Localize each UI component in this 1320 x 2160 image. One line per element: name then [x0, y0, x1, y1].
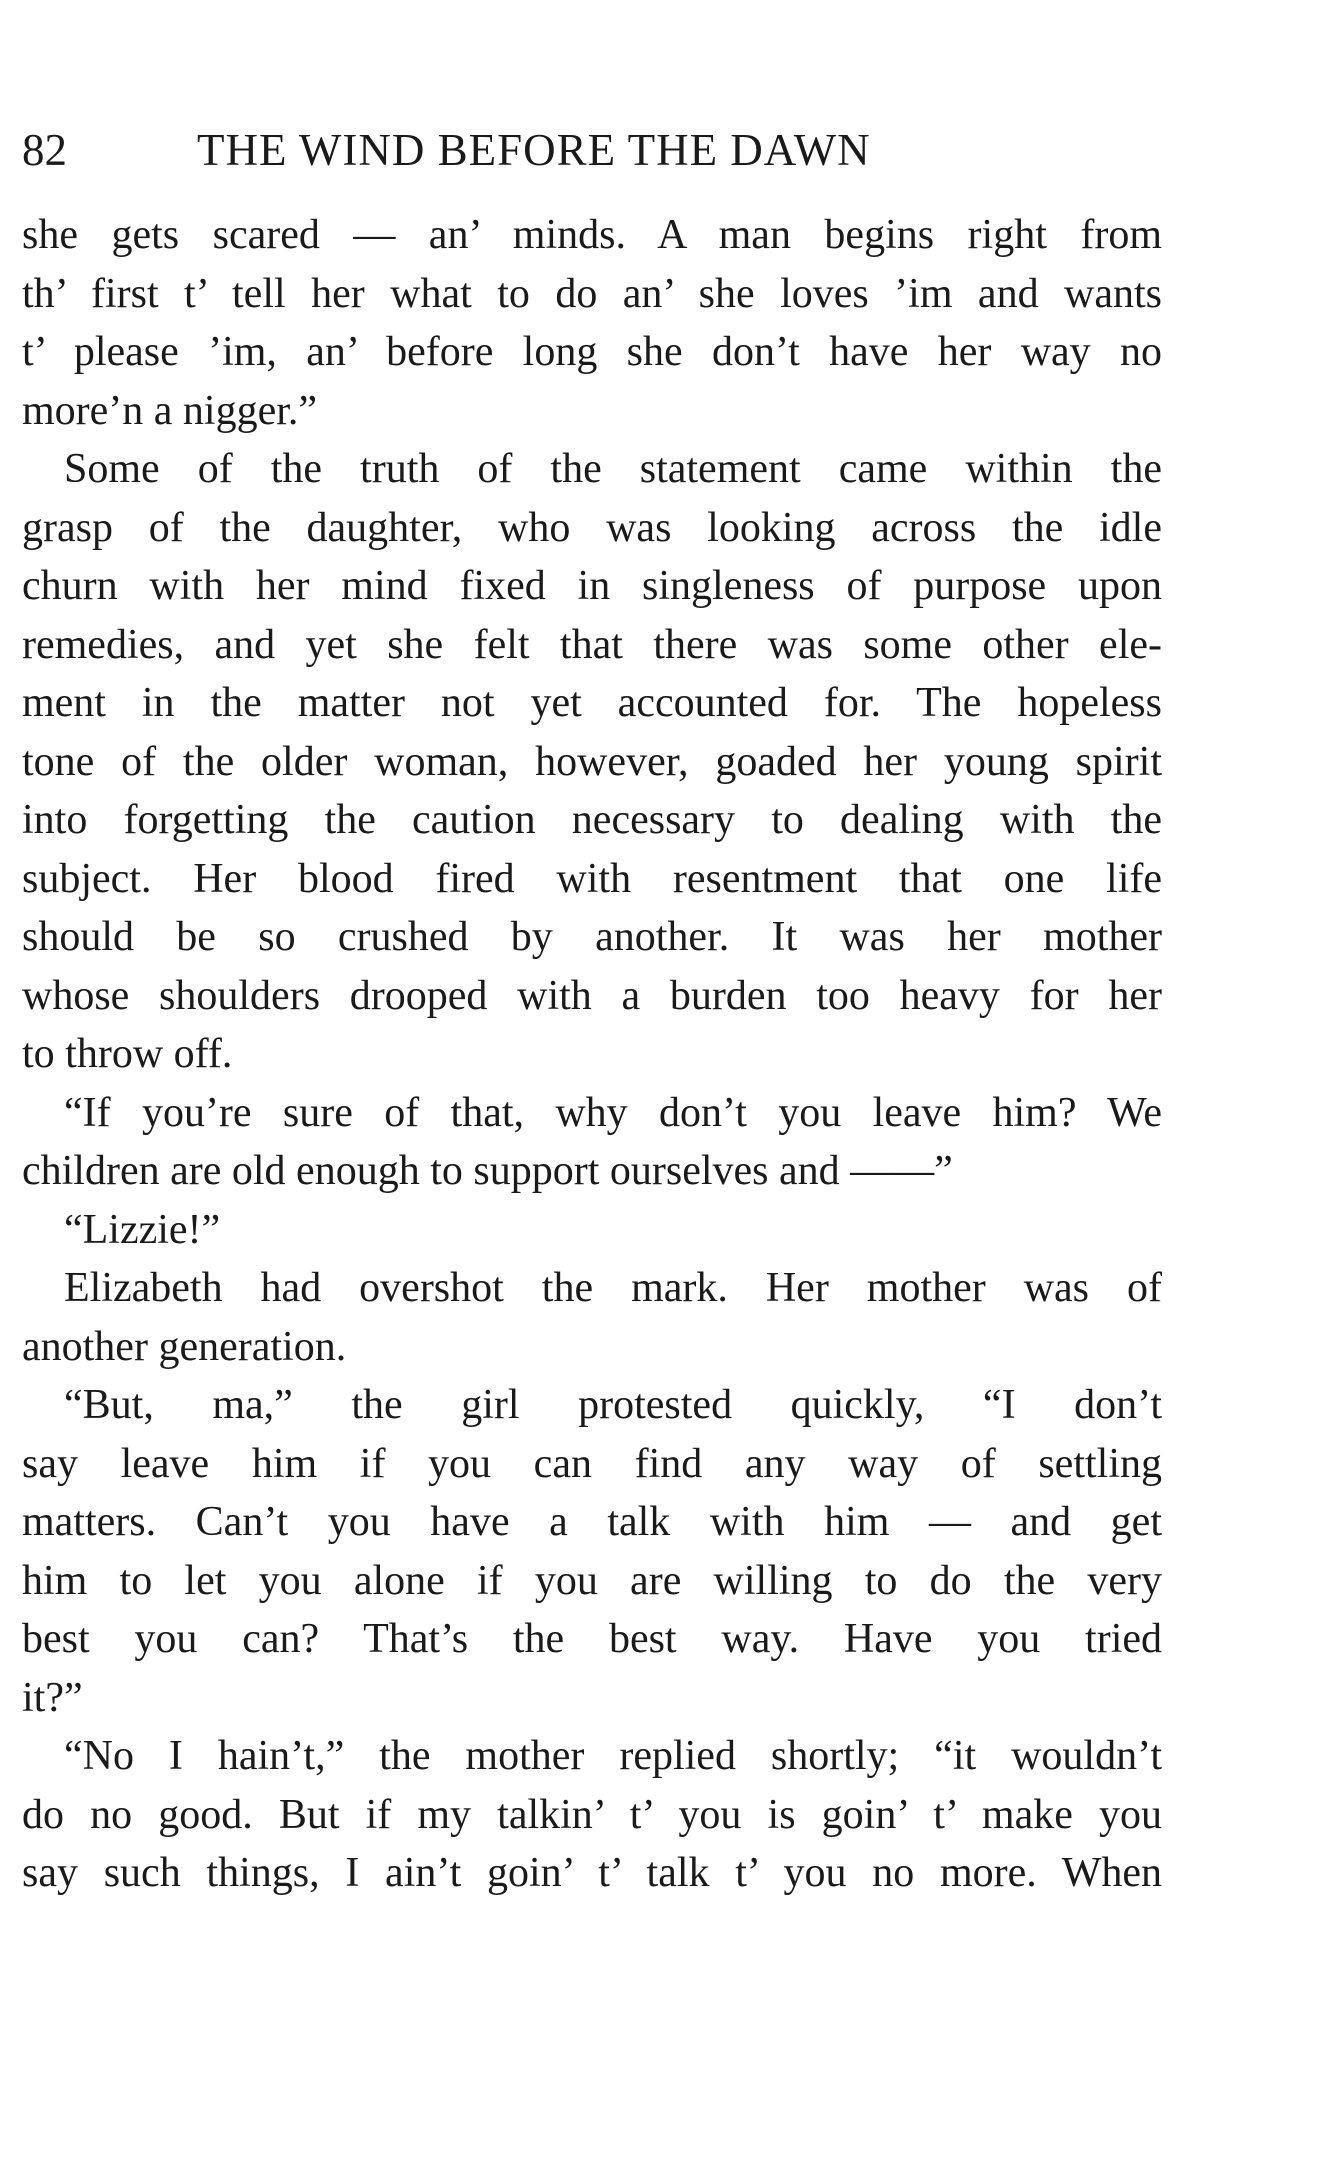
text-line: say such things, I ain’t goin’ t’ talk t’ you no more. When	[22, 1850, 1162, 1896]
text-line: should be so crushed by another. It was her mother	[22, 914, 1162, 960]
text-line: subject. Her blood fired with resentment that one life	[22, 855, 1162, 902]
text-line: say leave him if you can find any way of settling	[22, 1440, 1162, 1487]
text-line: she gets scared — an’ minds. A man begins right from	[22, 212, 1162, 258]
text-line: another generation.	[22, 1323, 347, 1370]
text-line: do no good. But if my talkin’ t’ you is goin’ t’ make you	[22, 1791, 1162, 1838]
text-line: “Lizzie!”	[64, 1206, 221, 1253]
text-line: th’ first t’ tell her what to do an’ she loves ’im and wants	[22, 270, 1162, 317]
text-line: whose shoulders drooped with a burden too heavy for her	[22, 972, 1162, 1019]
running-head	[22, 118, 1172, 182]
text-line: ment in the matter not yet accounted for. The hopeless	[22, 680, 1162, 726]
text-line: it?”	[22, 1674, 83, 1721]
text-line: churn with her mind fixed in singleness of purpose upon	[22, 563, 1162, 609]
text-line: Elizabeth had overshot the mark. Her mother was of	[64, 1265, 1162, 1311]
text-line: to throw off.	[22, 1031, 233, 1077]
text-line: Some of the truth of the statement came within the	[64, 446, 1162, 492]
text-line: into forgetting the caution necessary to dealing with the	[22, 797, 1162, 843]
running-title: THE WIND BEFORE THE DAWN	[197, 125, 871, 175]
text-line: “No I hain’t,” the mother replied shortly; “it wouldn’t	[64, 1733, 1162, 1779]
text-line: “If you’re sure of that, why don’t you leave him? We	[64, 1089, 1162, 1136]
text-line: more’n a nigger.”	[22, 387, 318, 434]
text-line: best you can? That’s the best way. Have you tried	[22, 1616, 1162, 1662]
text-line: t’ please ’im, an’ before long she don’t have her way no	[22, 329, 1162, 375]
text-line: remedies, and yet she felt that there was some other ele-	[22, 621, 1162, 668]
text-line: him to let you alone if you are willing to do the very	[22, 1557, 1162, 1604]
text-line: children are old enough to support ourselves and ——”	[22, 1148, 953, 1194]
text-line: “But, ma,” the girl protested quickly, “I don’t	[64, 1382, 1162, 1428]
text-line: grasp of the daughter, who was looking across the idle	[22, 504, 1162, 551]
body-text	[22, 206, 1162, 1903]
text-line: tone of the older woman, however, goaded her young spirit	[22, 738, 1162, 785]
page-number: 82	[22, 125, 67, 175]
text-line: matters. Can’t you have a talk with him — and get	[22, 1499, 1162, 1545]
